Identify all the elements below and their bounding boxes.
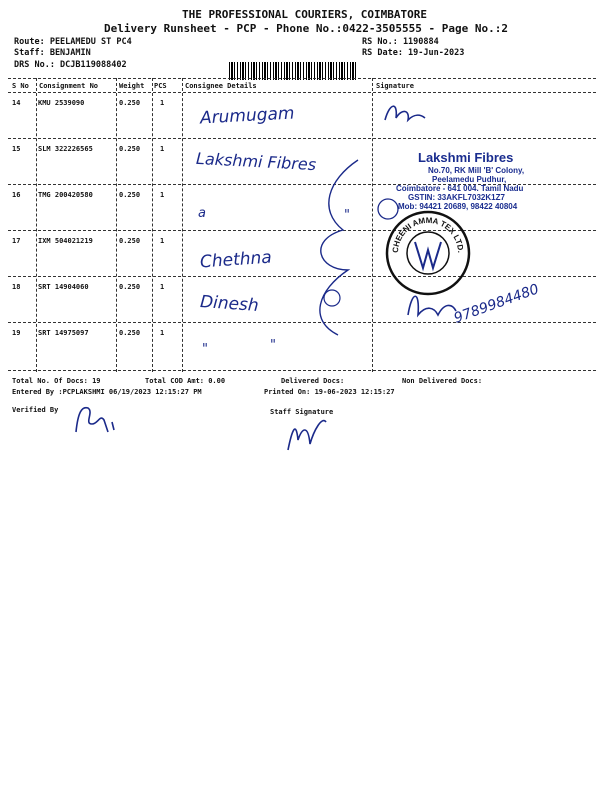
handwritten-consignee: Lakshmi Fibres <box>195 148 317 175</box>
row-consignment: IXM 504021219 <box>38 237 93 245</box>
table-header-line <box>8 92 596 93</box>
staff-signature <box>282 410 332 454</box>
row-consignment: TMG 200420580 <box>38 191 93 199</box>
row-weight: 0.250 <box>119 283 141 291</box>
total-docs: Total No. Of Docs: 19 <box>12 377 101 385</box>
row-pcs: 1 <box>160 237 165 245</box>
row-sno: 19 <box>12 329 21 337</box>
row-sno: 16 <box>12 191 21 199</box>
col-header-weight: Weight <box>119 82 145 90</box>
handwritten-consignee: Dinesh <box>199 291 260 317</box>
delivered-docs: Delivered Docs: <box>281 377 345 385</box>
stamp-line: GSTIN: 33AKFL7032K1Z7 <box>408 193 505 202</box>
handwritten-consignee: " <box>344 208 350 223</box>
row-sno: 17 <box>12 237 21 245</box>
row-weight: 0.250 <box>119 191 141 199</box>
entered-by: Entered By :PCPLAKSHMI 06/19/2023 12:15:27 PM <box>12 388 202 396</box>
stamp-line: Mob: 94421 20689, 98422 40804 <box>398 202 518 211</box>
col-header-pcs: PCS <box>154 82 167 90</box>
printed-on: Printed On: 19-06-2023 12:15:27 <box>264 388 395 396</box>
row-pcs: 1 <box>160 283 165 291</box>
drs-number: DRS No.: DCJB119088402 <box>14 60 127 70</box>
stamp-line: No.70, RK Mill 'B' Colony, <box>428 166 525 175</box>
stamp-line: Peelamedu Pudhur, <box>432 175 507 184</box>
col-header-sno: S No <box>12 82 29 90</box>
row-pcs: 1 <box>160 191 165 199</box>
col-divider <box>152 78 153 372</box>
handwritten-consignee: " <box>270 338 276 353</box>
row-pcs: 1 <box>160 145 165 153</box>
col-header-signature: Signature <box>376 82 414 90</box>
verified-by-label: Verified By <box>12 406 59 414</box>
staff-label: Staff: BENJAMIN <box>14 48 91 58</box>
row-weight: 0.250 <box>119 329 141 337</box>
row-weight: 0.250 <box>119 145 141 153</box>
page-title: THE PROFESSIONAL COURIERS, COIMBATORE <box>182 8 428 21</box>
row-divider <box>8 138 596 139</box>
row-weight: 0.250 <box>119 237 141 245</box>
table-top-line <box>8 78 596 79</box>
total-cod-amount: Total COD Amt: 0.00 <box>145 377 226 385</box>
row-weight: 0.250 <box>119 99 141 107</box>
row-pcs: 1 <box>160 99 165 107</box>
rs-number: RS No.: 1190884 <box>362 37 439 47</box>
row-consignment: SLM 322226565 <box>38 145 93 153</box>
verified-signature <box>70 402 120 436</box>
handwritten-consignee: " <box>202 342 208 357</box>
handwritten-consignee: Arumugam <box>199 103 295 129</box>
row-consignment: SRT 14904060 <box>38 283 89 291</box>
seal-stamp <box>385 210 471 296</box>
handwritten-phone: 9789984480 <box>451 281 542 327</box>
row-consignment: SRT 14975097 <box>38 329 89 337</box>
row-sno: 14 <box>12 99 21 107</box>
stamp-line: Coimbatore - 641 004. Tamil Nadu <box>396 184 524 193</box>
stamp-company-name: Lakshmi Fibres <box>418 150 514 165</box>
non-delivered-docs: Non Delivered Docs: <box>402 377 483 385</box>
signature-scribble <box>380 100 430 130</box>
col-divider <box>182 78 183 372</box>
handwritten-consignee: Chethna <box>199 247 273 273</box>
row-pcs: 1 <box>160 329 165 337</box>
table-bottom-line <box>8 370 596 371</box>
seal-text: CHEENI AMMA TEX LTD. <box>390 215 466 254</box>
handwritten-consignee: a <box>198 206 206 221</box>
col-divider <box>116 78 117 372</box>
row-sno: 18 <box>12 283 21 291</box>
page-subtitle: Delivery Runsheet - PCP - Phone No.:0422-3505555 - Page No.:2 <box>104 22 508 35</box>
row-sno: 15 <box>12 145 21 153</box>
route-label: Route: PEELAMEDU ST PC4 <box>14 37 132 47</box>
col-header-consignee: Consignee Details <box>185 82 257 90</box>
signature-scribble <box>288 150 378 340</box>
staff-signature-label: Staff Signature <box>270 408 334 416</box>
rs-date: RS Date: 19-Jun-2023 <box>362 48 465 58</box>
col-header-consignment: Consignment No <box>39 82 99 90</box>
col-divider <box>36 78 37 372</box>
row-consignment: KMU 2539090 <box>38 99 85 107</box>
